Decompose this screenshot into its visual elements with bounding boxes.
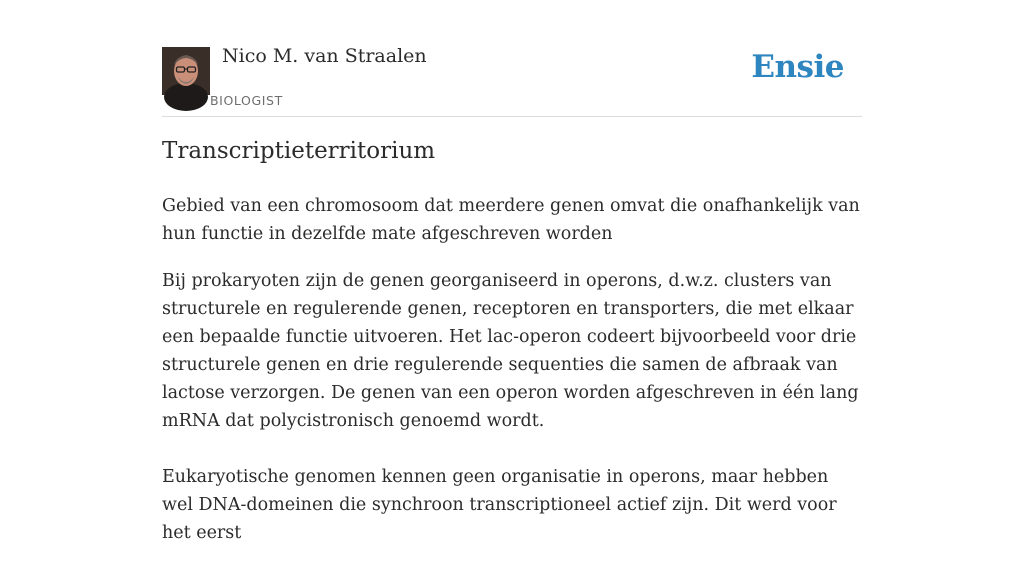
body-paragraph: Bij prokaryoten zijn de genen georganiseerd in operons, d.w.z. clusters van structurele en regulerende genen, receptoren en transporters, die met elkaar een bepaalde functie uitvoeren. Het lac-operon codeert bijvoorbeeld voor drie structurele genen en drie regulerende sequenties die samen de afbraak van lactose verzorgen. De genen van een operon worden afgeschreven in één lang mRNA dat polycistronisch genoemd wordt. <box>162 271 859 431</box>
header <box>162 0 862 117</box>
avatar-portrait-icon <box>162 47 210 95</box>
author-name[interactable]: Nico M. van Straalen <box>222 45 427 67</box>
author-role: BIOLOGIST <box>210 93 283 108</box>
definition-text: Gebied van een chromosoom dat meerdere genen omvat die onafhankelijk van hun functie in dezelfde mate afgeschreven worden <box>162 196 860 244</box>
page-title: Transcriptieterritorium <box>162 138 436 164</box>
ensie-logo[interactable]: Ensie <box>751 49 844 85</box>
body-paragraph: Eukaryotische genomen kennen geen organisatie in operons, maar hebben wel DNA-domeinen die synchroon transcriptioneel actief zijn. Dit werd voor het eerst <box>162 467 837 543</box>
author-avatar[interactable] <box>162 47 210 95</box>
article-body <box>162 267 862 575</box>
